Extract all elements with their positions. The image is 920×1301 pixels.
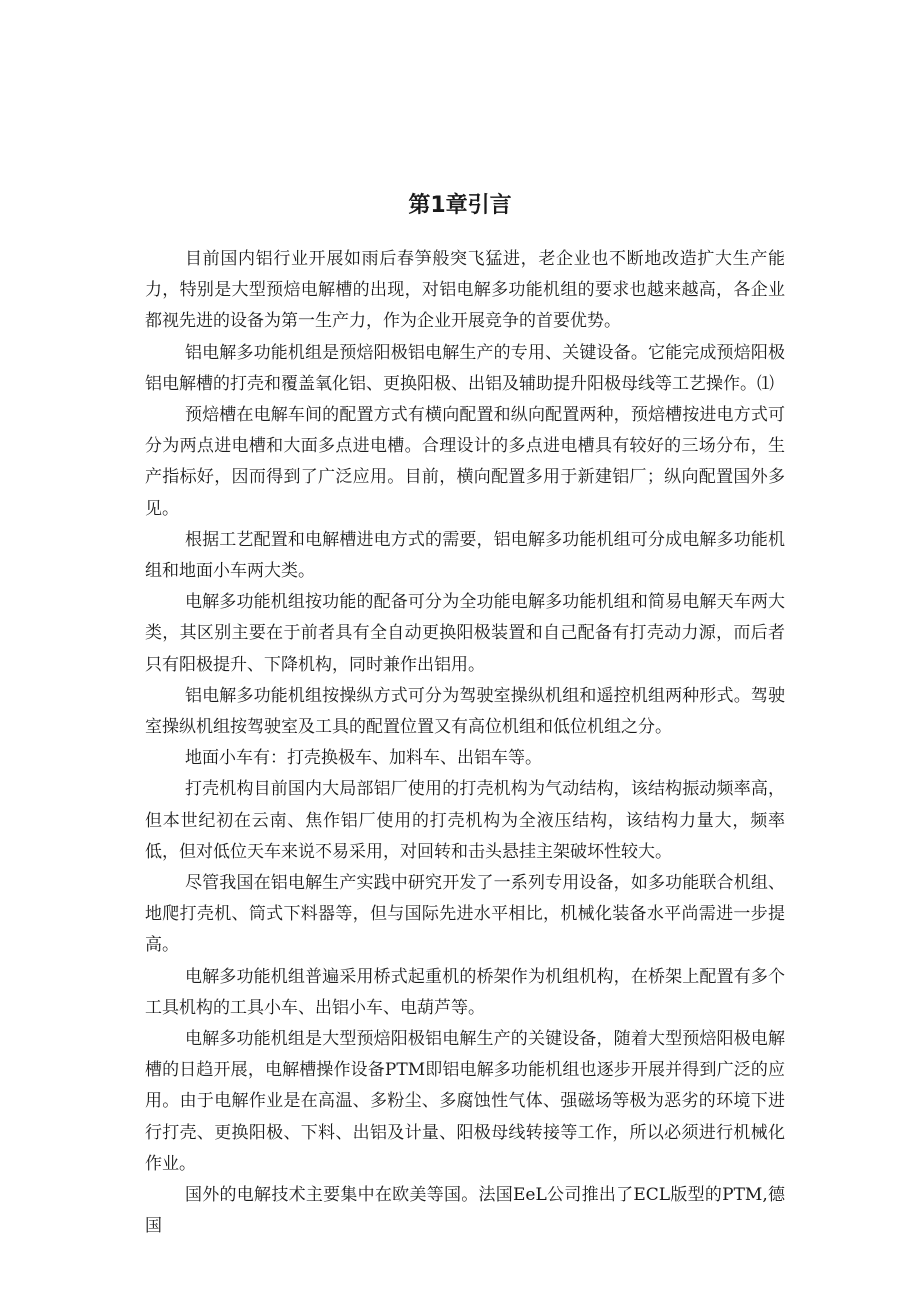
paragraph: 预焙槽在电解车间的配置方式有横向配置和纵向配置两种，预焙槽按进电方式可分为两点进电槽和大面多点进电槽。合理设计的多点进电槽具有较好的三场分布，生产指标好，因而得到了广泛应用。目前，横向配置多用于新建铝厂；纵向配置国外多见。 bbox=[145, 405, 785, 519]
paragraph: 目前国内铝行业开展如雨后春笋般突飞猛进，老企业也不断地改造扩大生产能力，特别是大型预焙电解槽的出现，对铝电解多功能机组的要求也越来越高，各企业都视先进的设备为第一生产力，作为企业开展竞争的首要优势。 bbox=[145, 249, 785, 332]
paragraph: 地面小车有：打壳换极车、加料车、出铝车等。 bbox=[185, 748, 542, 769]
paragraph: 电解多功能机组是大型预焙阳极铝电解生产的关键设备，随着大型预焙阳极电解槽的日趋开展，电解槽操作设备PTM即铝电解多功能机组也逐步开展并得到广泛的应用。由于电解作业是在高温、多粉尘、多腐蚀性气体、强磁场等极为恶劣的环境下进行打壳、更换阳极、下料、出铝及计量、阳极母线转接等工作，所以必须进行机械化作业。 bbox=[145, 1029, 785, 1174]
paragraph: 铝电解多功能机组是预焙阳极铝电解生产的专用、关键设备。它能完成预焙阳极铝电解槽的打壳和覆盖氧化铝、更换阳极、出铝及辅助提升阳极母线等工艺操作。⑴ bbox=[145, 342, 785, 394]
paragraph: 国外的电解技术主要集中在欧美等国。法国EeL公司推出了ECL版型的PTM,德国 bbox=[145, 1185, 785, 1237]
paragraph: 打壳机构目前国内大局部铝厂使用的打壳机构为气动结构，该结构振动频率高，但本世纪初在云南、焦作铝厂使用的打壳机构为全液压结构，该结构力量大，频率低，但对低位天车来说不易采用，对回转和击头悬挂主架破坏性较大。 bbox=[145, 779, 785, 862]
paragraph: 根据工艺配置和电解槽进电方式的需要，铝电解多功能机组可分成电解多功能机组和地面小车两大类。 bbox=[145, 529, 785, 582]
paragraph: 电解多功能机组普遍采用桥式起重机的桥架作为机组机构，在桥架上配置有多个工具机构的工具小车、出铝小车、电葫芦等。 bbox=[145, 966, 785, 1018]
paragraph: 尽管我国在铝电解生产实践中研究开发了一系列专用设备，如多功能联合机组、地爬打壳机、筒式下料器等，但与国际先进水平相比，机械化装备水平尚需进一步提高。 bbox=[145, 873, 785, 956]
body-text bbox=[145, 244, 785, 1243]
chapter-title: 第1章引言 bbox=[408, 193, 512, 218]
paragraph: 电解多功能机组按功能的配备可分为全功能电解多功能机组和简易电解天车两大类，其区别主要在于前者具有全自动更换阳极装置和自己配备有打壳动力源，而后者只有阳极提升、下降机构，同时兼作出铝用。 bbox=[145, 592, 785, 675]
paragraph: 铝电解多功能机组按操纵方式可分为驾驶室操纵机组和遥控机组两种形式。驾驶室操纵机组按驾驶室及工具的配置位置又有高位机组和低位机组之分。 bbox=[145, 685, 785, 738]
